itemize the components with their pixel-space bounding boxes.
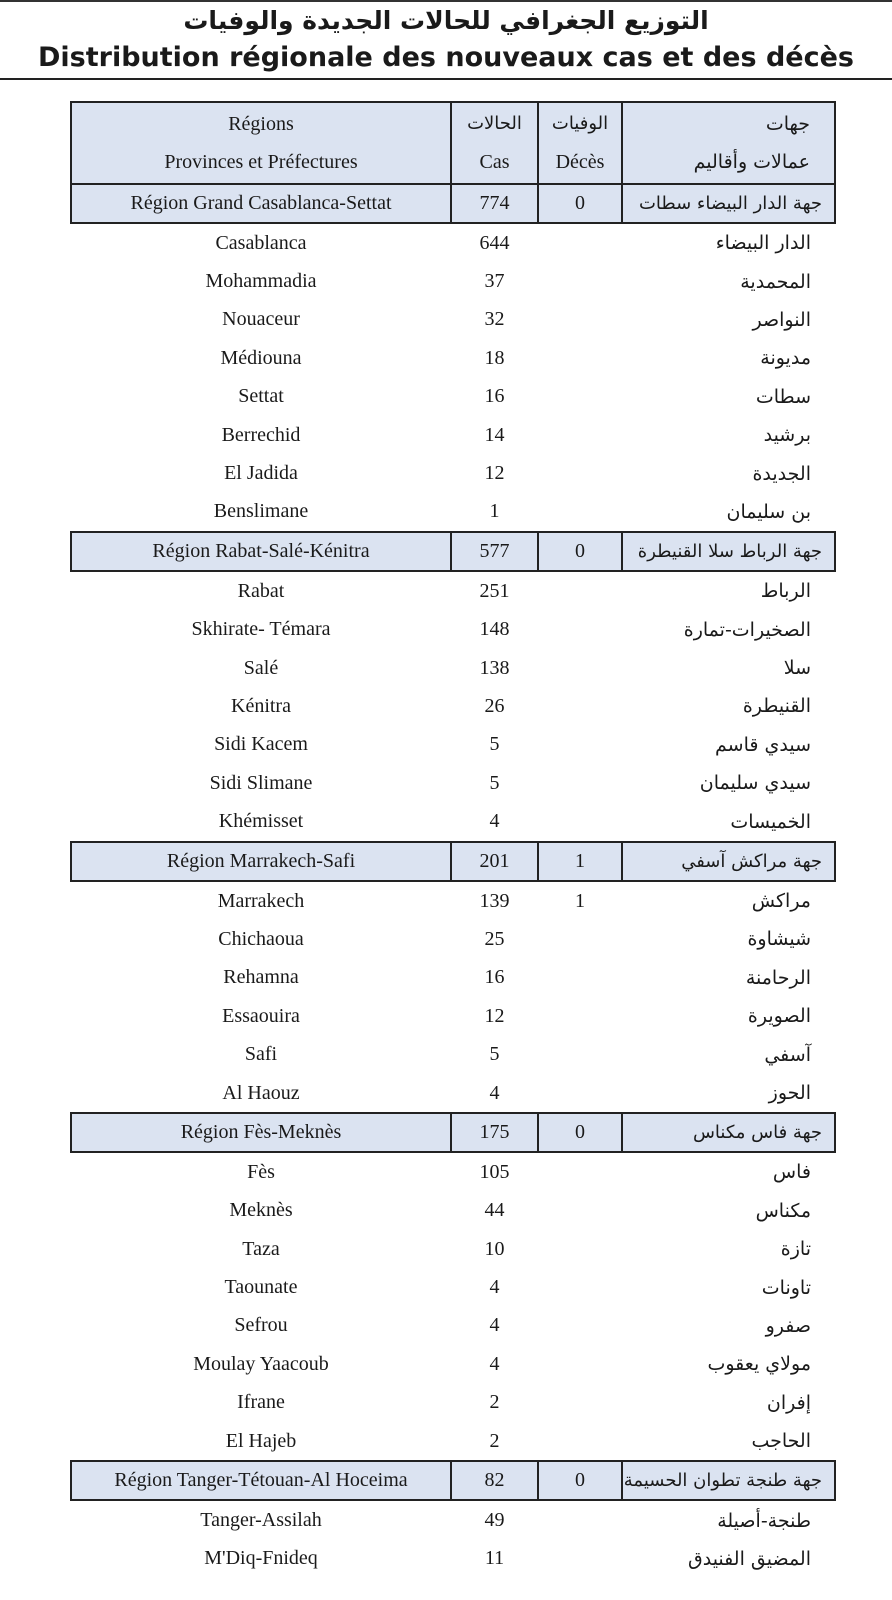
header-regions-fr: Régions [228, 113, 294, 135]
province-name-fr: Rabat [237, 579, 285, 602]
table-row [71, 454, 835, 492]
province-deaths [538, 339, 622, 377]
province-deaths [538, 1074, 622, 1113]
province-name-fr: Meknès [229, 1199, 293, 1222]
region-deaths: 0 [538, 184, 622, 223]
province-name-ar: الصويرة [747, 1005, 811, 1028]
province-name-fr: Chichaoua [218, 927, 304, 950]
table-header-row [71, 102, 835, 184]
table-row [71, 1384, 835, 1422]
province-name-fr: Marrakech [217, 889, 305, 912]
province-deaths [538, 1345, 622, 1383]
table-row [71, 493, 835, 532]
province-name-ar: الجديدة [752, 462, 811, 485]
province-name-fr: M'Diq-Fnideq [204, 1547, 318, 1570]
province-name-ar: برشيد [763, 424, 811, 447]
province-name-ar: الخميسات [730, 810, 811, 833]
province-deaths [538, 1307, 622, 1345]
province-name-ar: مولاي يعقوب [707, 1353, 811, 1376]
table-row [71, 802, 835, 841]
province-cases: 2 [489, 1391, 500, 1414]
table-row [71, 571, 835, 610]
region-deaths: 1 [538, 842, 622, 881]
province-name-fr: Tanger-Assilah [200, 1509, 322, 1532]
province-name-fr: El Hajeb [225, 1429, 297, 1452]
region-cases: 577 [451, 532, 538, 571]
region-cases: 774 [451, 184, 538, 223]
province-cases: 14 [484, 423, 505, 446]
province-name-ar: الحوز [768, 1082, 811, 1104]
region-deaths: 0 [538, 1461, 622, 1500]
province-cases: 148 [479, 618, 510, 641]
header-regions-ar: جهات [765, 113, 810, 135]
province-name-fr: Casablanca [215, 231, 307, 254]
region-row [71, 842, 835, 881]
province-cases: 26 [484, 694, 505, 717]
table-row [71, 1345, 835, 1383]
table-row [71, 959, 835, 997]
table-row [71, 687, 835, 725]
header-regions-cell [71, 102, 451, 184]
province-name-ar: إفران [766, 1391, 811, 1414]
province-name-fr: Skhirate- Témara [191, 618, 331, 641]
region-name-fr: Région Rabat-Salé-Kénitra [71, 532, 451, 571]
province-cases: 32 [484, 308, 505, 331]
top-rule [0, 0, 892, 2]
province-name-fr: Mohammadia [205, 270, 317, 293]
province-name-fr: Berrechid [221, 423, 301, 446]
province-cases: 1 [489, 500, 500, 523]
province-cases: 138 [479, 656, 510, 679]
province-deaths [538, 1422, 622, 1461]
table-row [71, 1230, 835, 1268]
province-name-ar: آسفي [764, 1043, 811, 1066]
province-name-ar: تاونات [761, 1276, 811, 1299]
table-row [71, 920, 835, 958]
province-cases: 4 [489, 1314, 500, 1337]
province-deaths [538, 920, 622, 958]
province-deaths [538, 416, 622, 454]
province-name-ar: الرباط [760, 580, 811, 603]
province-name-fr: El Jadida [224, 462, 298, 485]
table-row [71, 649, 835, 687]
table-row [71, 1307, 835, 1345]
province-cases: 4 [489, 1081, 500, 1104]
header-provinces-fr: Provinces et Préfectures [164, 151, 358, 173]
title-french: Distribution régionale des nouveaux cas et des décès [38, 42, 854, 73]
province-name-ar: بن سليمان [726, 500, 811, 523]
province-name-ar: سيدي سليمان [699, 772, 811, 795]
table-row [71, 764, 835, 802]
province-cases: 5 [489, 1043, 500, 1066]
province-name-fr: Sidi Kacem [214, 733, 308, 756]
province-name-ar: الرحامنة [745, 966, 811, 989]
table-row [71, 301, 835, 339]
province-cases: 11 [484, 1547, 505, 1570]
province-name-ar: شيشاوة [747, 928, 811, 951]
province-name-ar: الحاجب [751, 1430, 811, 1453]
table-row [71, 997, 835, 1035]
table-row [71, 262, 835, 300]
province-name-ar: طنجة-أصيلة [717, 1509, 811, 1532]
region-name-ar: جهة الدار البيضاء سطات [622, 184, 835, 223]
province-deaths [538, 378, 622, 416]
province-deaths [538, 262, 622, 300]
title-arabic: التوزيع الجغرافي للحالات الجديدة والوفيات [183, 6, 709, 35]
province-deaths [538, 764, 622, 802]
header-deaths-ar: الوفيات [551, 113, 609, 134]
province-deaths [538, 493, 622, 532]
province-name-fr: Médiouna [220, 346, 302, 369]
region-name-ar: جهة مراكش آسفي [622, 842, 835, 881]
province-name-ar: مديونة [760, 347, 811, 370]
region-name-ar: جهة فاس مكناس [622, 1113, 835, 1152]
province-deaths [538, 687, 622, 725]
province-deaths [538, 649, 622, 687]
table-row [71, 1074, 835, 1113]
header-cases-cell [451, 102, 538, 184]
province-deaths [538, 1500, 622, 1539]
region-name-ar: جهة طنجة تطوان الحسيمة [622, 1461, 835, 1500]
province-cases: 18 [484, 346, 505, 369]
province-deaths [538, 726, 622, 764]
region-cases: 82 [451, 1461, 538, 1500]
province-cases: 44 [484, 1199, 505, 1222]
distribution-table [70, 101, 836, 1578]
region-row [71, 1461, 835, 1500]
province-deaths [538, 454, 622, 492]
province-name-ar: مراكش [751, 890, 811, 913]
province-name-fr: Al Haouz [222, 1081, 300, 1104]
province-name-fr: Rehamna [223, 966, 299, 989]
table-row [71, 1540, 835, 1578]
province-name-fr: Khémisset [218, 810, 304, 833]
table-row [71, 881, 835, 920]
province-name-fr: Sidi Slimane [209, 771, 313, 794]
province-name-ar: سيدي قاسم [715, 733, 811, 756]
province-name-fr: Benslimane [213, 500, 309, 523]
province-name-fr: Essaouira [222, 1004, 300, 1027]
region-row [71, 1113, 835, 1152]
region-row [71, 532, 835, 571]
table-row [71, 726, 835, 764]
province-cases: 12 [484, 462, 505, 485]
header-cases-fr: Cas [479, 151, 510, 173]
table-row [71, 339, 835, 377]
table-row [71, 611, 835, 649]
province-cases: 12 [484, 1004, 505, 1027]
province-cases: 644 [479, 231, 510, 254]
province-cases: 16 [484, 966, 505, 989]
region-name-fr: Région Grand Casablanca-Settat [71, 184, 451, 223]
province-name-fr: Taounate [224, 1276, 298, 1299]
province-name-fr: Salé [243, 656, 279, 679]
province-name-ar: سلا [783, 657, 811, 680]
province-cases: 49 [484, 1509, 505, 1532]
table-row [71, 416, 835, 454]
province-name-ar: صفرو [765, 1314, 811, 1337]
province-cases: 4 [489, 1352, 500, 1375]
province-cases: 5 [489, 733, 500, 756]
province-name-fr: Kénitra [231, 694, 291, 717]
province-name-ar: الصخيرات-تمارة [683, 618, 811, 641]
province-deaths [538, 223, 622, 262]
province-name-fr: Nouaceur [222, 308, 300, 331]
province-name-fr: Taza [242, 1237, 280, 1260]
province-name-ar: تازة [780, 1238, 811, 1261]
region-name-fr: Région Tanger-Tétouan-Al Hoceima [71, 1461, 451, 1500]
province-deaths: 1 [575, 889, 585, 912]
province-deaths [538, 1268, 622, 1306]
province-name-ar: سطات [755, 385, 811, 408]
province-deaths [538, 997, 622, 1035]
header-provinces-ar: عمالات وأقاليم [693, 151, 810, 173]
table-row [71, 1192, 835, 1230]
province-cases: 2 [489, 1429, 500, 1452]
province-name-ar: فاس [772, 1161, 811, 1184]
province-cases: 4 [489, 810, 500, 833]
header-deaths-cell [538, 102, 622, 184]
province-deaths [538, 301, 622, 339]
province-cases: 37 [484, 270, 505, 293]
region-cases: 201 [451, 842, 538, 881]
province-deaths [538, 1540, 622, 1578]
province-cases: 5 [489, 771, 500, 794]
province-deaths [538, 571, 622, 610]
table-row [71, 1422, 835, 1461]
region-row [71, 184, 835, 223]
province-name-ar: القنيطرة [742, 695, 811, 718]
province-name-fr: Fès [247, 1160, 275, 1183]
province-name-fr: Ifrane [237, 1391, 285, 1414]
province-deaths [538, 802, 622, 841]
province-name-fr: Safi [244, 1043, 278, 1066]
province-deaths [538, 959, 622, 997]
table-row [71, 378, 835, 416]
region-name-ar: جهة الرباط سلا القنيطرة [622, 532, 835, 571]
province-name-fr: Sefrou [234, 1314, 288, 1337]
province-cases: 105 [479, 1160, 510, 1183]
province-deaths [538, 1192, 622, 1230]
table-row [71, 223, 835, 262]
province-deaths [538, 611, 622, 649]
province-cases: 4 [489, 1276, 500, 1299]
header-deaths-fr: Décès [555, 151, 605, 173]
region-name-fr: Région Marrakech-Safi [71, 842, 451, 881]
province-cases: 16 [484, 385, 505, 408]
province-deaths [538, 1230, 622, 1268]
province-deaths [538, 1384, 622, 1422]
province-name-ar: المحمدية [740, 270, 811, 293]
region-deaths: 0 [538, 1113, 622, 1152]
province-cases: 139 [479, 889, 510, 912]
region-cases: 175 [451, 1113, 538, 1152]
province-name-ar: الدار البيضاء [715, 232, 811, 255]
province-name-ar: النواصر [752, 308, 811, 331]
province-name-fr: Settat [238, 385, 284, 408]
table-row [71, 1500, 835, 1539]
table-row [71, 1268, 835, 1306]
table-row [71, 1152, 835, 1191]
region-name-fr: Région Fès-Meknès [71, 1113, 451, 1152]
table-row [71, 1035, 835, 1073]
province-name-ar: مكناس [755, 1199, 811, 1222]
header-cases-ar: الحالات [467, 113, 522, 134]
region-deaths: 0 [538, 532, 622, 571]
province-cases: 10 [484, 1237, 505, 1260]
title-rule [0, 78, 892, 80]
province-name-ar: المضيق الفنيدق [687, 1547, 811, 1570]
province-deaths [538, 1035, 622, 1073]
header-regions-ar-cell [622, 102, 835, 184]
province-cases: 251 [479, 579, 510, 602]
province-deaths [538, 1152, 622, 1191]
province-cases: 25 [484, 927, 505, 950]
province-name-fr: Moulay Yaacoub [193, 1352, 329, 1375]
